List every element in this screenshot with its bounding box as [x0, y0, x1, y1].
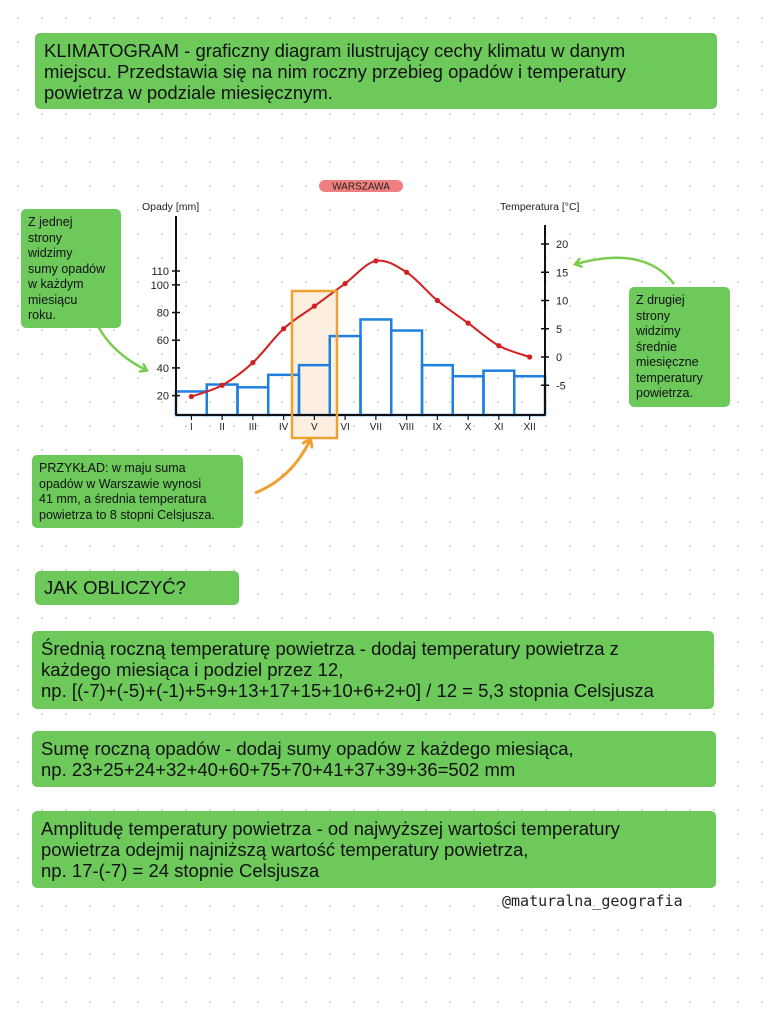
- precip-bar-X: [453, 376, 484, 415]
- left-tick-label: 60: [156, 335, 169, 348]
- avg-temp-line: każdego miesiąca i podziel przez 12,: [41, 659, 344, 680]
- temp-point-IX: [435, 298, 440, 303]
- left-tick-label: 110: [151, 266, 169, 278]
- temp-point-XI: [496, 343, 501, 348]
- avg-temp-line: np. [(-7)+(-5)+(-1)+5+9+13+17+15+10+6+2+0] / 12 = 5,3 stopnia Celsjusza: [41, 680, 654, 701]
- amplitude-line: np. 17-(-7) = 24 stopnie Celsjusza: [41, 860, 320, 881]
- month-label-XI: XI: [494, 422, 504, 433]
- precip-bar-XII: [514, 376, 545, 415]
- month-label-V: V: [311, 422, 318, 433]
- note-right-line: powietrza.: [636, 386, 693, 400]
- note-right-line: strony: [636, 308, 671, 323]
- temp-point-X: [466, 321, 471, 326]
- right-tick-label: 10: [556, 295, 569, 308]
- month-label-XII: XII: [523, 422, 536, 433]
- precip-bar-IX: [422, 365, 453, 415]
- temp-point-V: [312, 304, 317, 309]
- right-tick-label: 15: [556, 267, 569, 280]
- note-right-line: widzimy: [636, 324, 681, 338]
- temp-point-I: [189, 394, 194, 399]
- temp-point-VII: [373, 258, 378, 263]
- how-title: JAK OBLICZYĆ?: [44, 577, 186, 598]
- month-label-IX: IX: [432, 422, 443, 433]
- left-tick-label: 80: [156, 307, 169, 320]
- month-label-VIII: VIII: [399, 422, 415, 433]
- note-left-line: roku.: [28, 308, 56, 322]
- note-example-line: 41 mm, a średnia temperatura: [39, 492, 207, 506]
- precip-bar-VIII: [391, 331, 422, 415]
- note-left: [21, 209, 121, 328]
- amplitude-box: [32, 811, 716, 888]
- month-label-II: II: [219, 422, 225, 433]
- note-left-line: widzimy: [28, 246, 73, 260]
- note-right: [629, 287, 730, 407]
- intro-line: miejscu. Przedstawia się na nim roczny przebieg opadów i temperatury: [44, 61, 626, 82]
- note-left-line: Z jednej: [28, 215, 73, 229]
- month-label-I: I: [189, 422, 193, 433]
- left-tick-label: 20: [156, 390, 169, 403]
- temp-point-VIII: [404, 270, 409, 275]
- arrow-right-note: [576, 258, 674, 284]
- left-tick-label: 40: [156, 362, 169, 375]
- note-right-line: średnie: [636, 339, 677, 354]
- precip-bar-VII: [361, 319, 392, 415]
- note-example-line: powietrza to 8 stopni Celsjusza.: [39, 507, 215, 522]
- temp-point-III: [250, 360, 255, 365]
- month-label-X: X: [464, 422, 472, 433]
- precip-sum-line: np. 23+25+24+32+40+60+75+70+41+37+39+36=502 mm: [41, 759, 516, 780]
- note-example-line: opadów w Warszawie wynosi: [39, 476, 202, 491]
- right-tick-label: 20: [556, 239, 569, 251]
- month-label-IV: IV: [278, 422, 289, 433]
- left-axis-label: Opady [mm]: [142, 201, 200, 213]
- precip-bar-XI: [484, 371, 515, 415]
- note-right-line: temperatury: [636, 370, 703, 385]
- right-tick-label: -5: [556, 380, 566, 393]
- right-tick-label: 0: [556, 352, 563, 364]
- precip-sum-line: Sumę roczną opadów - dodaj sumy opadów z każdego miesiąca,: [41, 738, 574, 759]
- intro-line: KLIMATOGRAM - graficzny diagram ilustrujący cechy klimatu w danym: [44, 40, 626, 61]
- month-label-VII: VII: [369, 422, 382, 433]
- arrow-example-note: [255, 440, 310, 493]
- note-left-line: miesiącu: [28, 292, 78, 307]
- note-left-line: w każdym: [28, 277, 84, 291]
- temp-point-XII: [527, 354, 532, 359]
- intro-line: powietrza w podziale miesięcznym.: [44, 82, 333, 103]
- amplitude-line: Amplitudę temperatury powietrza - od najwyższej wartości temperatury: [41, 818, 620, 839]
- right-axis-label: Temperatura [°C]: [500, 201, 580, 213]
- arrow-left-note: [96, 322, 146, 370]
- precip-sum-box: [32, 731, 716, 787]
- amplitude-line: powietrza odejmij najniższą wartość temperatury powietrza,: [41, 839, 529, 860]
- avg-temp-line: Średnią roczną temperaturę powietrza - dodaj temperatury powietrza z: [41, 638, 619, 659]
- note-right-line: miesięczne: [636, 355, 699, 369]
- chart-title: WARSZAWA: [332, 181, 390, 193]
- month-label-III: III: [248, 422, 258, 433]
- temp-point-II: [220, 383, 225, 388]
- temp-point-VI: [343, 281, 348, 286]
- author-handle: @maturalna_geografia: [502, 892, 683, 910]
- note-left-line: strony: [28, 230, 63, 245]
- left-tick-label: 100: [150, 279, 169, 292]
- note-example-line: PRZYKŁAD: w maju suma: [39, 461, 186, 475]
- month-label-VI: VI: [340, 422, 350, 433]
- precip-bar-III: [238, 387, 269, 415]
- avg-temp-box: [32, 631, 714, 709]
- how-title-box: [35, 571, 239, 605]
- temp-point-IV: [281, 326, 286, 331]
- right-tick-label: 5: [556, 323, 563, 336]
- note-left-line: sumy opadów: [28, 261, 106, 276]
- note-example: [32, 455, 243, 528]
- note-right-line: Z drugiej: [636, 293, 685, 307]
